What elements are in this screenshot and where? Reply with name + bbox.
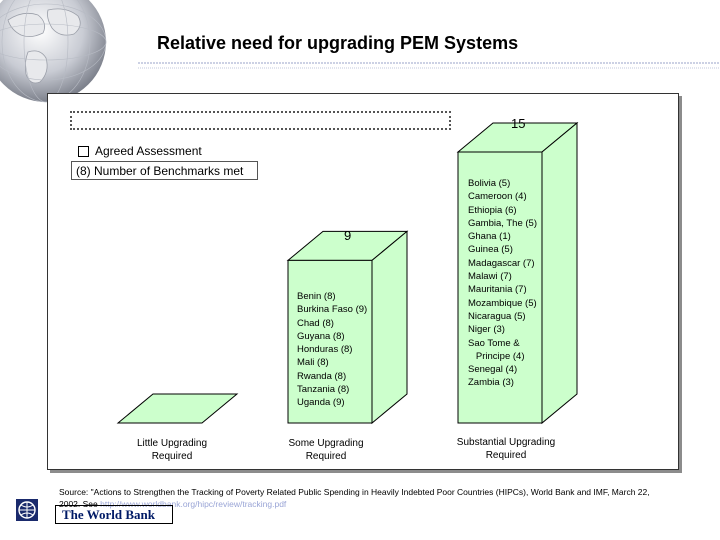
- legend-benchmark-label: (8) Number of Benchmarks met: [76, 164, 244, 178]
- category-label-some-line1: Some Upgrading: [288, 438, 364, 449]
- category-label-substantial-line2: Required: [485, 450, 527, 461]
- world-bank-name: The World Bank: [55, 505, 173, 524]
- category-label-substantial-line1: Substantial Upgrading: [456, 437, 556, 448]
- legend-label: Agreed Assessment: [95, 144, 202, 158]
- source-link[interactable]: http://www.worldbank.org/hipc/review/tracking.pdf: [100, 499, 287, 509]
- category-label-little-line2: Required: [151, 451, 193, 462]
- source-text: Source: "Actions to Strengthen the Tracking of Poverty Related Public Spending in Heavily Indebted Poor Countries (HIPCs), World Bank and IMF, March 22, 2002. See: [59, 487, 650, 509]
- category-label-little-line1: Little Upgrading: [136, 438, 208, 449]
- bar-little: [118, 394, 237, 423]
- some-upgrading-country-list: Benin (8) Burkina Faso (9) Chad (8) Guyana (8) Honduras (8) Mali (8) Rwanda (8) Tanzania (8) Uganda (9): [297, 291, 368, 409]
- substantial-upgrading-country-list: Bolivia (5) Cameroon (4) Ethiopia (6) Gambia, The (5) Ghana (1) Guinea (5) Madagascar (7) Malawi (7) Mauritania (7) Mozambique (5) Nicaragua (5) Niger (3) Sao Tome & Principe (4) Senegal (4) Zambia (3): [468, 178, 537, 389]
- bar-side-face: [372, 231, 407, 423]
- category-label-some: [266, 437, 386, 463]
- bar-value-label-some: 9: [344, 228, 352, 243]
- bar-value-label-substantial: 15: [511, 116, 526, 131]
- slide-title: Relative need for upgrading PEM Systems: [157, 33, 519, 53]
- category-label-little: [112, 437, 232, 463]
- category-label-substantial: [441, 436, 571, 462]
- world-bank-globe-icon: [16, 499, 38, 521]
- category-label-some-line2: Required: [305, 451, 347, 462]
- bar-side-face: [542, 123, 577, 423]
- bar-top-face: [118, 394, 237, 423]
